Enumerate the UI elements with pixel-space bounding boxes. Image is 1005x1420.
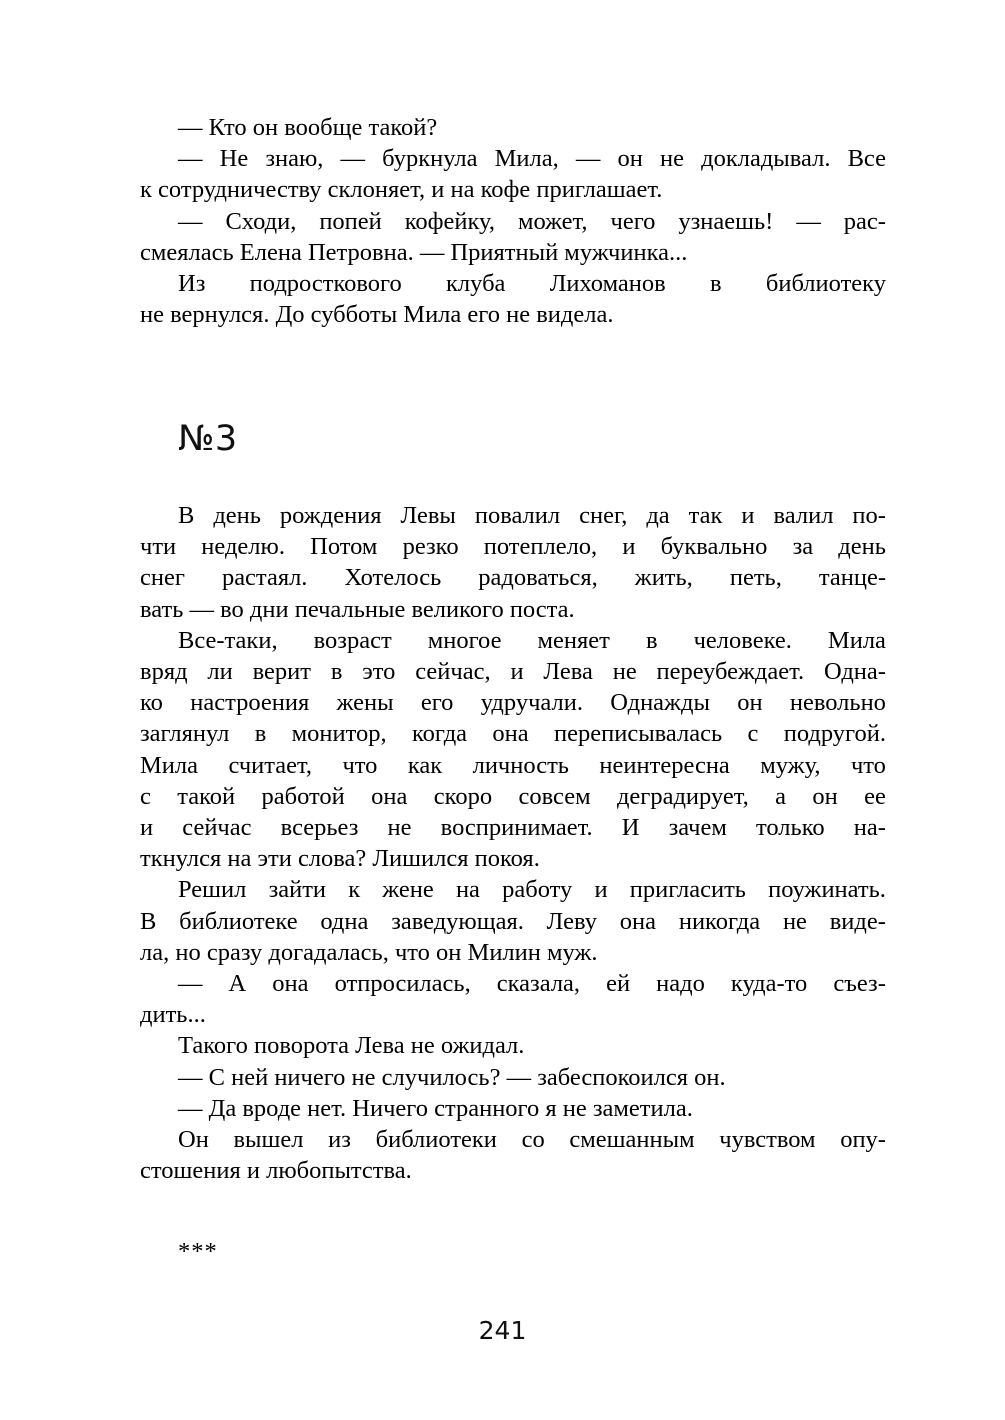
word: считает, xyxy=(228,751,312,779)
word: опу- xyxy=(840,1126,886,1154)
word: ко xyxy=(140,689,163,717)
text-line xyxy=(140,1124,886,1155)
word: вряд xyxy=(140,658,188,686)
word: со xyxy=(521,1126,545,1154)
paragraph-iz-podrostkovogo-kluba xyxy=(140,268,886,330)
word: Все xyxy=(847,145,886,173)
word: на- xyxy=(853,814,886,842)
word: буркнула xyxy=(382,145,478,173)
word: его xyxy=(420,689,454,717)
word: когда xyxy=(411,720,468,748)
word: зайти xyxy=(268,876,327,904)
word: скоро xyxy=(433,782,493,810)
word: чего xyxy=(610,207,656,235)
word: Однажды xyxy=(610,689,710,717)
word: он xyxy=(737,689,763,717)
word: по- xyxy=(852,502,886,529)
word: и xyxy=(622,533,636,561)
text-block-after-heading xyxy=(140,500,886,1186)
word: переписывалась xyxy=(554,720,723,748)
text-line xyxy=(140,687,886,718)
text-line: — Кто он вообще такой? xyxy=(178,114,438,141)
word: в xyxy=(645,626,658,654)
word: всерьез xyxy=(280,814,359,842)
word: в xyxy=(330,658,343,686)
paragraph-dialogue-shodi-popey xyxy=(140,206,886,268)
word: переубеждает. xyxy=(656,658,805,686)
text-line xyxy=(140,625,886,656)
text-line xyxy=(140,531,886,562)
word: за xyxy=(792,533,814,561)
text-line: — С ней ничего не случилось? — забеспокоился он. xyxy=(178,1063,726,1091)
word: никогда xyxy=(678,907,761,935)
word: невольно xyxy=(789,689,886,717)
text-line xyxy=(140,906,886,937)
word: жить, xyxy=(634,564,693,592)
word: узнаешь! xyxy=(678,207,774,235)
word: день xyxy=(838,533,886,561)
text-line xyxy=(140,500,886,531)
text-line xyxy=(140,812,886,843)
word: рас- xyxy=(843,207,886,235)
word: не xyxy=(387,814,412,842)
word: докладывал. xyxy=(701,145,831,173)
word: возраст xyxy=(313,626,392,654)
word: многое xyxy=(427,626,502,654)
word: съез- xyxy=(833,970,886,998)
word: ей xyxy=(606,970,631,998)
word: заглянул xyxy=(140,720,230,748)
word: — xyxy=(178,207,203,235)
word: не xyxy=(782,907,807,935)
word: зачем xyxy=(668,814,727,842)
word: знаю, xyxy=(265,145,324,173)
word: куда-то xyxy=(730,970,808,998)
word: — xyxy=(340,145,366,173)
word: подругой. xyxy=(783,720,886,748)
word: ее xyxy=(864,782,886,810)
paragraph-on-vyshel xyxy=(140,1124,886,1186)
word: верит xyxy=(252,658,311,686)
text-line xyxy=(140,562,886,593)
word: Хотелось xyxy=(344,564,442,592)
word: валил xyxy=(773,502,834,529)
word: библиотеку xyxy=(765,270,886,298)
word: радоваться, xyxy=(478,564,598,592)
word: день xyxy=(213,502,261,529)
word: и xyxy=(510,658,524,686)
text-line: не вернулся. До субботы Мила его не видела. xyxy=(140,301,614,329)
word: резко xyxy=(402,533,459,561)
word: отпросилась, xyxy=(334,970,471,998)
word: с xyxy=(140,782,151,810)
word: это xyxy=(362,658,396,686)
word: совсем xyxy=(518,782,591,810)
word: она xyxy=(272,970,309,998)
paragraph-dialogue-ne-znayu xyxy=(140,143,886,205)
word: — xyxy=(796,207,821,235)
word: И xyxy=(621,814,640,842)
paragraph-takogo-povorota xyxy=(140,1030,886,1061)
word: и xyxy=(140,814,154,842)
word: пригласить xyxy=(629,876,746,904)
word: Не xyxy=(219,145,249,173)
word: не xyxy=(612,658,637,686)
word: сейчас xyxy=(182,814,252,842)
word: вышел xyxy=(233,1126,304,1154)
word: заведующая. xyxy=(391,907,524,935)
word: — xyxy=(178,970,203,998)
word: а xyxy=(775,782,787,810)
word: так xyxy=(688,502,723,529)
word: Потом xyxy=(310,533,378,561)
scene-separator: *** xyxy=(178,1238,218,1265)
word: удручали. xyxy=(480,689,583,717)
text-line xyxy=(140,656,886,687)
word: смешанным xyxy=(569,1126,695,1154)
word: виде- xyxy=(829,907,886,935)
word: такой xyxy=(177,782,236,810)
word: подросткового xyxy=(249,270,402,298)
word: в xyxy=(254,720,267,748)
word: с xyxy=(747,720,759,748)
paragraph-reshil-zayti xyxy=(140,874,886,968)
word: монитор, xyxy=(291,720,387,748)
word: кофейку, xyxy=(404,207,495,235)
text-line: вать — во дни печальные великого поста. xyxy=(140,595,575,623)
word: что xyxy=(850,751,886,779)
word: А xyxy=(228,970,247,998)
text-line xyxy=(140,718,886,749)
word: Лихоманов xyxy=(549,270,666,298)
word: как xyxy=(407,751,443,779)
text-line: к сотрудничеству склоняет, и на кофе приглашает. xyxy=(140,176,663,204)
word: настроения xyxy=(190,689,310,717)
word: да xyxy=(646,502,670,529)
word: Одна- xyxy=(823,658,886,686)
text-line: ла, но сразу догадалась, что он Милин муж. xyxy=(140,938,598,966)
word: — xyxy=(178,145,203,173)
word: Из xyxy=(178,270,206,298)
word: жене xyxy=(382,876,434,904)
word: Решил xyxy=(178,876,247,904)
word: может, xyxy=(517,207,588,235)
word: чти xyxy=(140,533,177,561)
word: снег, xyxy=(579,502,628,529)
word: танце- xyxy=(818,564,886,592)
word: она xyxy=(619,907,657,935)
word: повалил xyxy=(474,502,561,529)
word: неинтересна xyxy=(599,751,730,779)
word: Лева xyxy=(543,658,593,686)
word: она xyxy=(371,782,408,810)
word: Левы xyxy=(400,502,456,529)
word: воспринимает. xyxy=(440,814,593,842)
word: растаял. xyxy=(221,564,308,592)
word: работой xyxy=(261,782,345,810)
word: из xyxy=(328,1126,351,1154)
text-line: смеялась Елена Петровна. — Приятный мужчинка... xyxy=(140,238,688,266)
text-line: Такого поворота Лева не ожидал. xyxy=(178,1032,525,1060)
word: и xyxy=(741,502,755,529)
text-line: дить... xyxy=(140,1001,206,1029)
word: библиотеки xyxy=(375,1126,497,1154)
paragraph-v-den-rozhdeniya xyxy=(140,500,886,625)
word: в xyxy=(710,270,722,298)
text-line: ткнулся на эти слова? Лишился покоя. xyxy=(140,845,540,873)
word: деградирует, xyxy=(616,782,749,810)
text-block-before-heading xyxy=(140,112,886,330)
word: неделю. xyxy=(201,533,285,561)
paragraph-dialogue-s-ney-nichego xyxy=(140,1062,886,1093)
word: только xyxy=(755,814,825,842)
text-line xyxy=(140,781,886,812)
word: Он xyxy=(178,1126,209,1154)
word: не xyxy=(660,145,684,173)
paragraph-dialogue-kto-on xyxy=(140,112,886,143)
word: петь, xyxy=(729,564,782,592)
word: сказала, xyxy=(496,970,581,998)
paragraph-dialogue-a-ona-otprosilas xyxy=(140,968,886,1030)
text-line: стошения и любопытства. xyxy=(140,1157,412,1185)
word: Мила xyxy=(827,626,886,654)
word: Мила, xyxy=(494,145,559,173)
text-line xyxy=(140,268,886,299)
word: — xyxy=(575,145,601,173)
word: Леву xyxy=(546,907,597,935)
word: сейчас, xyxy=(415,658,491,686)
section-heading: №3 xyxy=(178,419,238,459)
word: работу xyxy=(502,876,573,904)
text-line xyxy=(140,206,886,237)
word: на xyxy=(455,876,480,904)
word: личность xyxy=(472,751,569,779)
word: В xyxy=(178,502,195,529)
paragraph-dialogue-da-vrode-net xyxy=(140,1093,886,1124)
word: рождения xyxy=(279,502,382,529)
word: чувством xyxy=(719,1126,816,1154)
word: надо xyxy=(656,970,705,998)
word: и xyxy=(594,876,608,904)
word: она xyxy=(492,720,529,748)
word: поужинать. xyxy=(768,876,886,904)
word: он xyxy=(617,145,643,173)
text-line xyxy=(140,874,886,905)
word: жены xyxy=(336,689,394,717)
paragraph-vse-taki-vozrast xyxy=(140,625,886,875)
word: клуба xyxy=(446,270,506,298)
word: снег xyxy=(140,564,185,592)
word: ли xyxy=(207,658,233,686)
word: В xyxy=(140,907,157,935)
word: к xyxy=(348,876,361,904)
text-line: — Да вроде нет. Ничего странного я не заметила. xyxy=(178,1094,693,1122)
word: мужу, xyxy=(760,751,821,779)
word: Сходи, xyxy=(225,207,297,235)
word: меняет xyxy=(537,626,610,654)
word: буквально xyxy=(660,533,768,561)
word: попей xyxy=(319,207,382,235)
word: Мила xyxy=(140,751,198,779)
word: что xyxy=(342,751,378,779)
text-line xyxy=(140,750,886,781)
word: библиотеке xyxy=(179,907,298,935)
word: он xyxy=(812,782,838,810)
word: Все-таки, xyxy=(178,626,278,654)
word: одна xyxy=(320,907,369,935)
word: человеке. xyxy=(693,626,792,654)
word: потеплело, xyxy=(483,533,598,561)
page-number: 241 xyxy=(478,1316,527,1345)
text-line xyxy=(140,968,886,999)
text-line xyxy=(140,143,886,174)
